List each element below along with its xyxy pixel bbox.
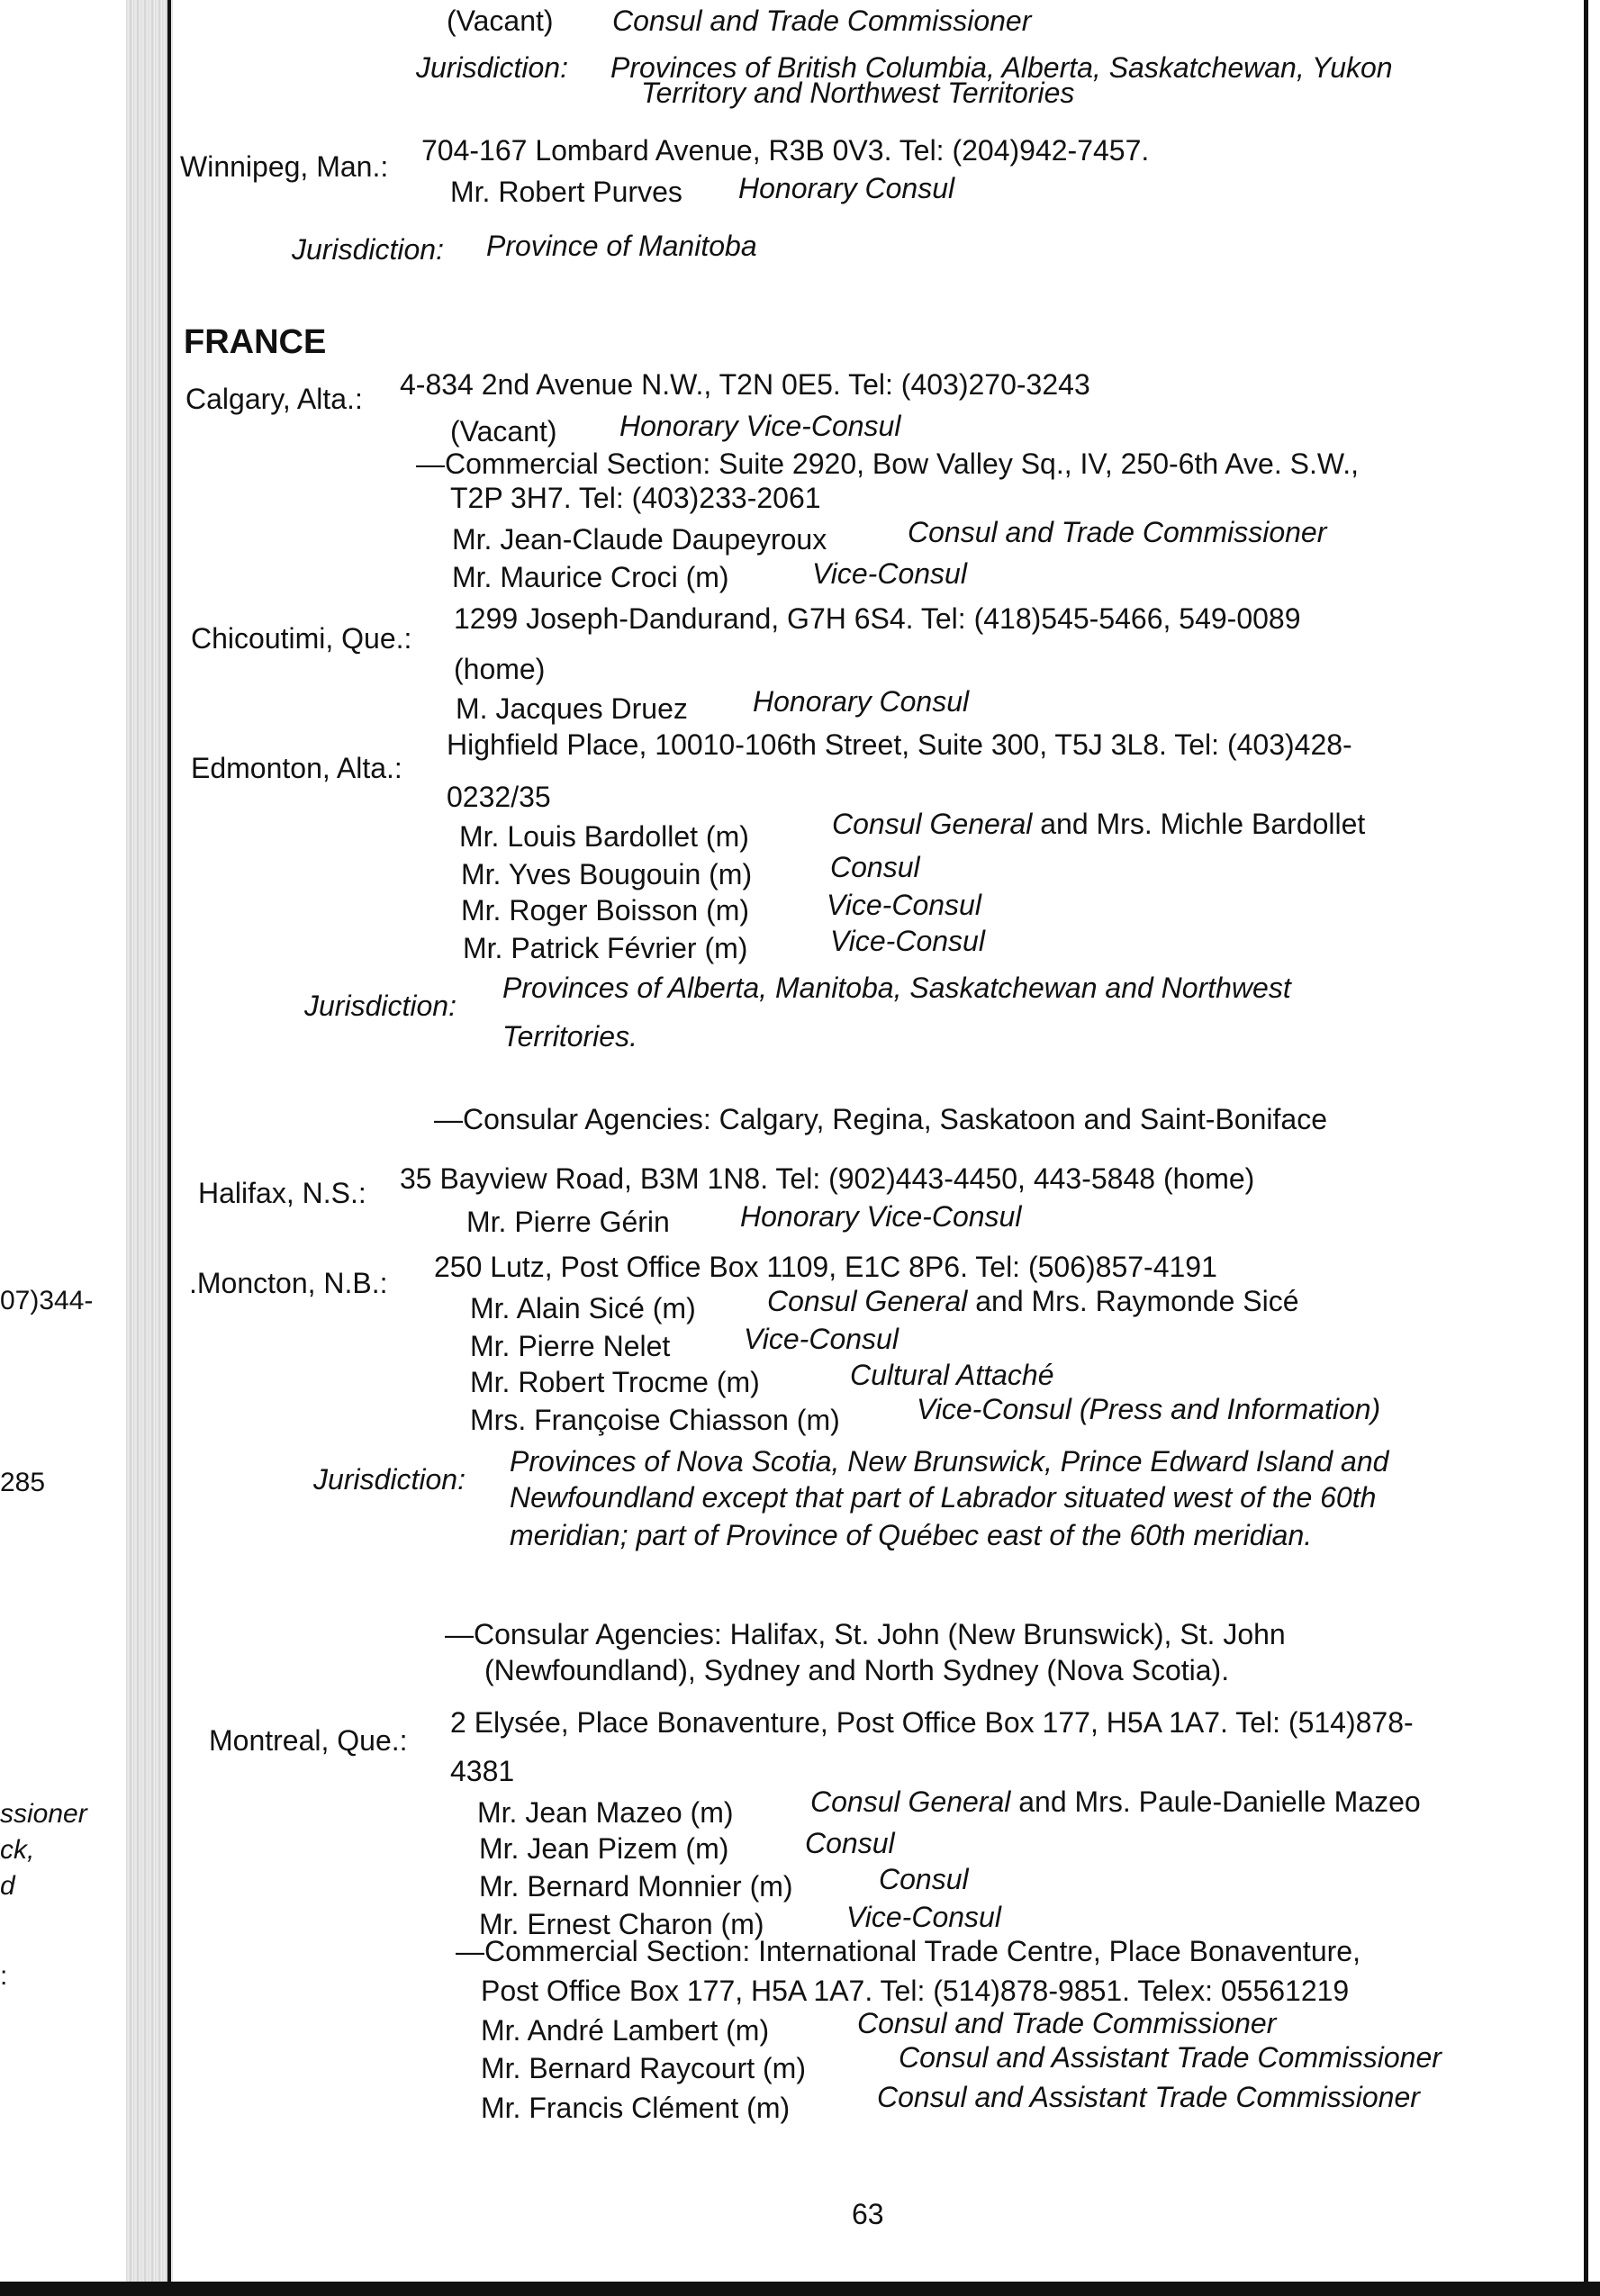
jurisdiction-text: Newfoundland except that part of Labrador situated west of the 60th — [510, 1481, 1377, 1514]
person-name: Mr. Robert Purves — [450, 176, 682, 208]
left-fragment: 07)344- — [0, 1286, 94, 1315]
address: 0232/35 — [447, 781, 551, 813]
person-name: Mr. Francis Clément (m) — [481, 2092, 791, 2124]
jurisdiction-text: Provinces of Alberta, Manitoba, Saskatchewan and Northwest — [502, 972, 1291, 1004]
jurisdiction-text: Province of Manitoba — [486, 230, 757, 262]
right-edge-line — [1584, 0, 1588, 2296]
city-label: Winnipeg, Man.: — [180, 150, 389, 183]
vacant-title: Consul and Trade Commissioner — [612, 5, 1032, 37]
jurisdiction-label: Jurisdiction: — [416, 51, 568, 84]
person-title: Consul General — [810, 1785, 1011, 1818]
person-name: Mr. Jean-Claude Daupeyroux — [452, 523, 827, 556]
jurisdiction-text: Territory and Northwest Territories — [641, 77, 1075, 109]
person-title: Cultural Attaché — [850, 1359, 1054, 1391]
person-name: Mr. André Lambert (m) — [481, 2014, 770, 2047]
person-title: Consul — [805, 1827, 895, 1859]
person-name: Mr. Yves Bougouin (m) — [461, 858, 753, 890]
person-spouse: and Mrs. Michle Bardollet — [1040, 808, 1366, 840]
commercial-section: T2P 3H7. Tel: (403)233-2061 — [450, 482, 821, 514]
jurisdiction-text: Territories. — [502, 1020, 637, 1053]
city-label: .Moncton, N.B.: — [189, 1267, 388, 1299]
person-spouse: and Mrs. Paule-Danielle Mazeo — [1018, 1785, 1421, 1818]
jurisdiction-text: meridian; part of Province of Québec east of the 60th meridian. — [510, 1519, 1313, 1551]
person-title: Honorary Vice-Consul — [740, 1200, 1022, 1233]
jurisdiction-text: Provinces of Nova Scotia, New Brunswick, Prince Edward Island and — [510, 1445, 1389, 1478]
consular-agencies: (Newfoundland), Sydney and North Sydney (Nova Scotia). — [484, 1654, 1230, 1686]
address: 250 Lutz, Post Office Box 1109, E1C 8P6. Tel: (506)857-4191 — [434, 1251, 1217, 1283]
left-fragment: d — [0, 1871, 15, 1901]
person-title: Consul General — [832, 808, 1033, 840]
bottom-edge-bar — [0, 2282, 1600, 2296]
page-number: 63 — [852, 2198, 884, 2230]
person-title-line — [810, 1785, 1421, 1819]
person-title: Vice-Consul (Press and Information) — [917, 1393, 1381, 1425]
person-name: Mr. Bernard Monnier (m) — [479, 1870, 793, 1903]
person-name: Mr. Alain Sicé (m) — [470, 1292, 696, 1324]
person-title: Consul and Assistant Trade Commissioner — [899, 2041, 1442, 2074]
page-content — [180, 0, 1576, 2278]
person-title: Consul and Trade Commissioner — [857, 2007, 1277, 2039]
person-name: Mr. Louis Bardollet (m) — [459, 820, 749, 853]
person-title: Vice-Consul — [830, 925, 985, 957]
person-title-line — [767, 1284, 1299, 1318]
person-name: Mr. Jean Mazeo (m) — [477, 1796, 734, 1829]
commercial-section: —Commercial Section: International Trade Centre, Place Bonaventure, — [456, 1935, 1360, 1967]
left-fragment: : — [0, 1961, 8, 1991]
person-title: Consul and Trade Commissioner — [908, 516, 1327, 548]
address: 4381 — [450, 1755, 515, 1787]
address: 4-834 2nd Avenue N.W., T2N 0E5. Tel: (403)270-3243 — [400, 368, 1090, 401]
person-name: Mr. Maurice Croci (m) — [452, 561, 729, 593]
person-title: Vice-Consul — [744, 1323, 899, 1355]
commercial-section: Post Office Box 177, H5A 1A7. Tel: (514)878-9851. Telex: 05561219 — [481, 1975, 1350, 2007]
person-title: Consul and Assistant Trade Commissioner — [877, 2081, 1420, 2113]
person-name: Mr. Pierre Nelet — [470, 1330, 671, 1362]
person-name: Mr. Patrick Février (m) — [463, 932, 748, 964]
address: 2 Elysée, Place Bonaventure, Post Office Box 177, H5A 1A7. Tel: (514)878- — [450, 1706, 1414, 1739]
city-label: Halifax, N.S.: — [198, 1177, 366, 1209]
person-title: Honorary Vice-Consul — [619, 410, 901, 442]
person-title: Consul General — [767, 1285, 968, 1317]
person-spouse: and Mrs. Raymonde Sicé — [975, 1285, 1299, 1317]
person-name: Mr. Pierre Gérin — [466, 1206, 670, 1238]
person-name: Mr. Bernard Raycourt (m) — [481, 2052, 806, 2084]
person-title: Vice-Consul — [812, 557, 967, 590]
address: 704-167 Lombard Avenue, R3B 0V3. Tel: (204)942-7457. — [421, 134, 1150, 167]
consular-agencies: —Consular Agencies: Calgary, Regina, Saskatoon and Saint-Boniface — [434, 1103, 1327, 1135]
person-title: Honorary Consul — [753, 685, 970, 718]
person-title-line — [832, 807, 1365, 841]
person-name: Mr. Robert Trocme (m) — [470, 1366, 760, 1398]
vacant-label: (Vacant) — [447, 5, 554, 37]
city-label: Chicoutimi, Que.: — [191, 622, 412, 655]
address: Highfield Place, 10010-106th Street, Suite 300, T5J 3L8. Tel: (403)428- — [447, 728, 1352, 761]
person-name: (Vacant) — [450, 415, 557, 447]
address: 35 Bayview Road, B3M 1N8. Tel: (902)443-4450, 443-5848 (home) — [400, 1162, 1255, 1195]
person-title: Vice-Consul — [827, 889, 981, 921]
city-label: Edmonton, Alta.: — [191, 752, 402, 784]
previous-page-strip — [0, 0, 126, 2296]
address: (home) — [454, 653, 546, 685]
left-fragment: 285 — [0, 1468, 46, 1497]
person-name: Mr. Roger Boisson (m) — [461, 894, 750, 927]
commercial-section: —Commercial Section: Suite 2920, Bow Valley Sq., IV, 250-6th Ave. S.W., — [416, 447, 1360, 480]
jurisdiction-label: Jurisdiction: — [313, 1463, 466, 1496]
jurisdiction-label: Jurisdiction: — [292, 233, 444, 266]
gutter-edge-line — [167, 0, 171, 2296]
person-name: Mr. Ernest Charon (m) — [479, 1908, 764, 1940]
city-label: Montreal, Que.: — [209, 1724, 408, 1757]
person-name: Mr. Jean Pizem (m) — [479, 1832, 729, 1865]
person-name: Mrs. Françoise Chiasson (m) — [470, 1404, 840, 1436]
address: 1299 Joseph-Dandurand, G7H 6S4. Tel: (418)545-5466, 549-0089 — [454, 602, 1301, 635]
left-fragment: ck, — [0, 1835, 35, 1865]
person-title: Consul — [830, 851, 920, 883]
person-name: M. Jacques Druez — [456, 692, 688, 725]
person-title: Consul — [879, 1863, 969, 1895]
person-title: Honorary Consul — [738, 172, 955, 204]
jurisdiction-text: Provinces of British Columbia, Alberta, Saskatchewan, Yukon — [610, 51, 1393, 84]
left-fragment: ssioner — [0, 1799, 87, 1829]
jurisdiction-label: Jurisdiction: — [304, 990, 456, 1022]
book-gutter — [126, 0, 173, 2296]
country-heading: FRANCE — [184, 323, 327, 361]
city-label: Calgary, Alta.: — [185, 383, 363, 415]
person-title: Vice-Consul — [846, 1901, 1001, 1933]
consular-agencies: —Consular Agencies: Halifax, St. John (New Brunswick), St. John — [445, 1618, 1286, 1650]
